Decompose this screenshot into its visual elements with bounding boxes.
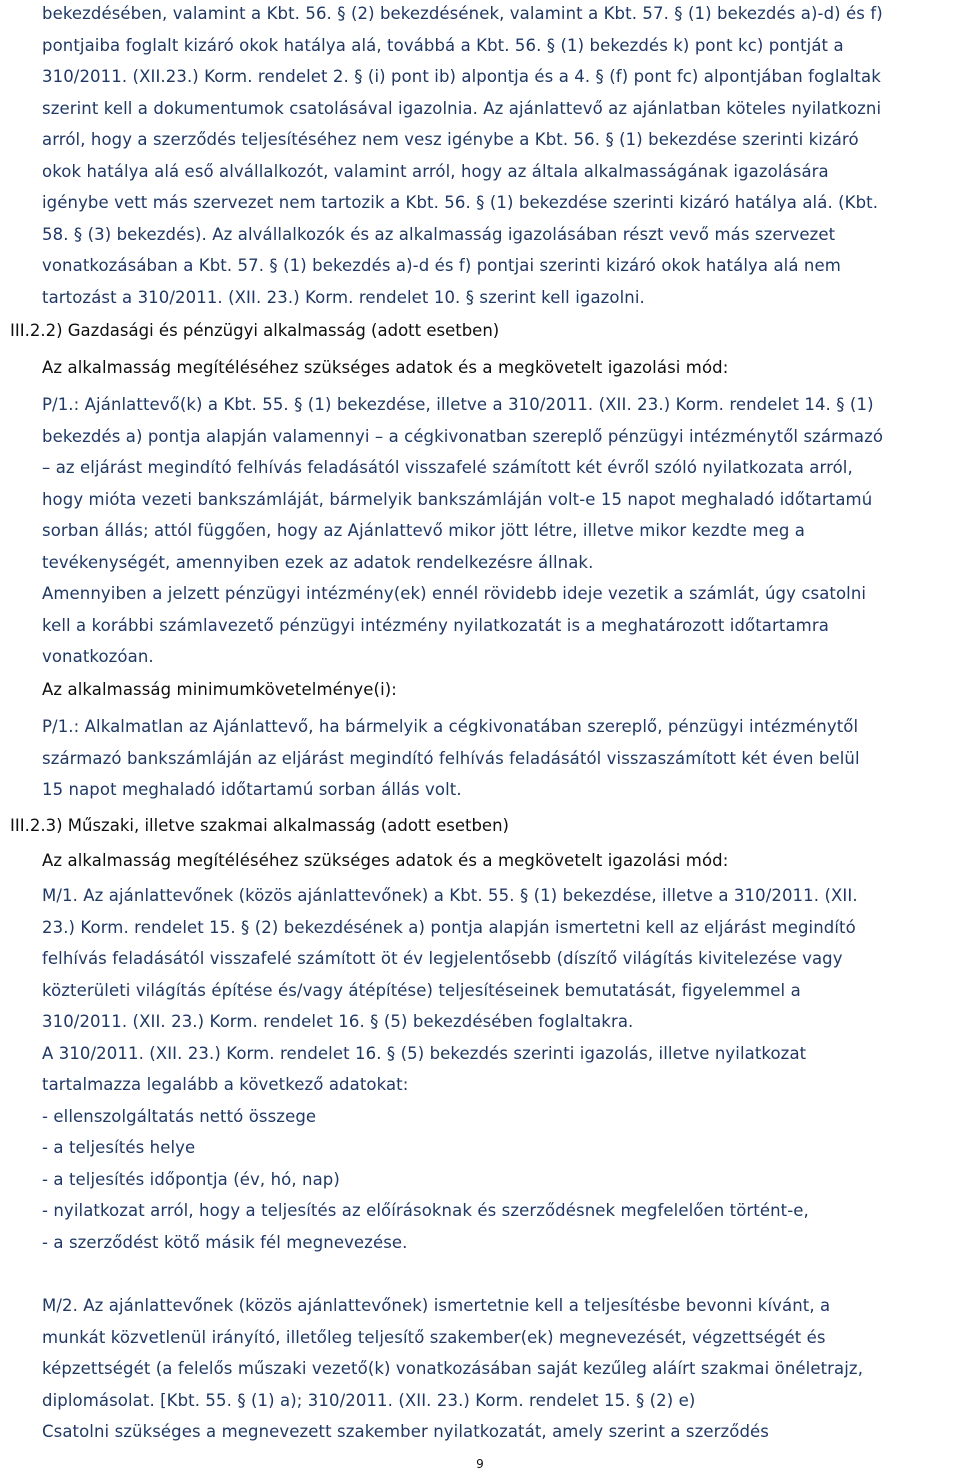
text-line: M/1. Az ajánlattevőnek (közös ajánlattevőnek) a Kbt. 55. § (1) bekezdése, illetve a 310/2011. (XII.	[42, 886, 858, 905]
text-line: vonatkozóan.	[42, 647, 154, 666]
section-heading-iii-2-2	[10, 315, 940, 347]
minimum-requirements-label	[42, 674, 942, 706]
text-line: képzettségét (a felelős műszaki vezető(k) vonatkozásában saját kezűleg aláírt szakmai önéletrajz,	[42, 1359, 864, 1378]
subheading-iii-2-3	[42, 845, 942, 877]
subheading-text: Az alkalmasság megítéléséhez szükséges adatok és a megkövetelt igazolási mód:	[42, 358, 729, 377]
list-item: - a teljesítés helye	[42, 1138, 196, 1157]
text-line: – az eljárást megindító felhívás feladásától visszafelé számított két évről szóló nyilatkozata arról,	[42, 458, 853, 477]
subheading-text: Az alkalmasság megítéléséhez szükséges adatok és a megkövetelt igazolási mód:	[42, 851, 729, 870]
m1-paragraph	[42, 880, 942, 1258]
section-heading-iii-2-3	[10, 810, 940, 842]
list-item: - ellenszolgáltatás nettó összege	[42, 1106, 317, 1126]
intro-paragraph	[42, 0, 942, 313]
text-line: M/2. Az ajánlattevőnek (közös ajánlattevőnek) ismertetnie kell a teljesítésbe bevonni kívánt, a	[42, 1296, 831, 1315]
text-line: bekezdésében, valamint a Kbt. 56. § (2) bekezdésének, valamint a Kbt. 57. § (1) bekezdés a)-d) és f)	[42, 4, 883, 23]
text-line: bekezdés a) pontja alapján valamennyi – a cégkivonatban szereplő pénzügyi intézménytől származó	[42, 426, 884, 446]
text-line: diplomásolat. [Kbt. 55. § (1) a); 310/2011. (XII. 23.) Korm. rendelet 15. § (2) e)	[42, 1390, 696, 1410]
list-item: - nyilatkozat arról, hogy a teljesítés az előírásoknak és szerződésnek megfelelően történt-e,	[42, 1201, 809, 1220]
text-line: származó bankszámláján az eljárást megindító felhívás feladásától visszaszámított két éven belül	[42, 748, 860, 768]
text-line: 23.) Korm. rendelet 15. § (2) bekezdésének a) pontja alapján ismertetni kell az eljárást megindító	[42, 917, 856, 937]
text-line: munkát közvetlenül irányító, illetőleg teljesítő szakember(ek) megnevezését, végzettségét és	[42, 1327, 826, 1347]
text-line: szerint kell a dokumentumok csatolásával igazolnia. Az ajánlattevő az ajánlatban köteles nyilatkozni	[42, 98, 882, 118]
text-line: vonatkozásában a Kbt. 57. § (1) bekezdés a)-d és f) pontjai szerinti kizáró okok hatálya alá nem	[42, 256, 841, 275]
list-item: - a szerződést kötő másik fél megnevezése.	[42, 1232, 408, 1252]
page-number: 9	[476, 1457, 484, 1471]
m2-paragraph	[42, 1290, 942, 1448]
text-line: okok hatálya alá eső alvállalkozót, valamint arról, hogy az általa alkalmasságának igazolására	[42, 161, 829, 181]
text-line: 15 napot meghaladó időtartamú sorban állás volt.	[42, 780, 462, 799]
text-line: felhívás feladásától visszafelé számított öt év legjelentősebb (díszítő világítás kivitelezése vagy	[42, 949, 843, 968]
text-line: 310/2011. (XII. 23.) Korm. rendelet 16. § (5) bekezdésében foglaltakra.	[42, 1012, 634, 1031]
text-line: P/1.: Alkalmatlan az Ajánlattevő, ha bármelyik a cégkivonatában szereplő, pénzügyi intézménytől	[42, 717, 859, 736]
text-line: Csatolni szükséges a megnevezett szakember nyilatkozatát, amely szerint a szerződés	[42, 1422, 769, 1441]
heading-text: III.2.2) Gazdasági és pénzügyi alkalmasság (adott esetben)	[10, 321, 500, 340]
text-line: tartozást a 310/2011. (XII. 23.) Korm. rendelet 10. § szerint kell igazolni.	[42, 287, 645, 307]
text-line: P/1.: Ajánlattevő(k) a Kbt. 55. § (1) bekezdése, illetve a 310/2011. (XII. 23.) Korm. rendelet 14. § (1)	[42, 395, 874, 414]
text-line: pontjaiba foglalt kizáró okok hatálya alá, továbbá a Kbt. 56. § (1) bekezdés k) pont kc) pontját a	[42, 35, 844, 55]
text-line: sorban állás; attól függően, hogy az Ajánlattevő mikor jött létre, illetve mikor kezdte meg a	[42, 521, 805, 540]
text-line: 58. § (3) bekezdés). Az alvállalkozók és az alkalmasság igazolásában részt vevő más szervezet	[42, 224, 836, 244]
text-line: Amennyiben a jelzett pénzügyi intézmény(ek) ennél rövidebb ideje vezetik a számlát, úgy csatolni	[42, 584, 867, 603]
p1-paragraph	[42, 389, 942, 673]
label-text: Az alkalmasság minimumkövetelménye(i):	[42, 680, 397, 699]
text-line: hogy mióta vezeti bankszámláját, bármelyik bankszámláján volt-e 15 napot meghaladó időtartamú	[42, 489, 873, 509]
text-line: kell a korábbi számlavezető pénzügyi intézmény nyilatkozatát is a meghatározott időtartamra	[42, 615, 829, 635]
text-line: tevékenységét, amennyiben ezek az adatok rendelkezésre állnak.	[42, 552, 594, 572]
p1-minimum-paragraph	[42, 711, 942, 806]
text-line: 310/2011. (XII.23.) Korm. rendelet 2. § (i) pont ib) alpontja és a 4. § (f) pont fc) alpontjában foglaltak	[42, 67, 881, 86]
text-line: igénybe vett más szervezet nem tartozik a Kbt. 56. § (1) bekezdése szerinti kizáró hatálya alá. (Kbt.	[42, 193, 879, 212]
text-line: tartalmazza legalább a következő adatokat:	[42, 1075, 409, 1094]
list-item: - a teljesítés időpontja (év, hó, nap)	[42, 1169, 340, 1189]
text-line: arról, hogy a szerződés teljesítéséhez nem vesz igénybe a Kbt. 56. § (1) bekezdése szerinti kizáró	[42, 130, 859, 149]
text-line: közterületi világítás építése és/vagy átépítése) teljesítéseinek bemutatását, figyelemmel a	[42, 980, 801, 1000]
text-line: A 310/2011. (XII. 23.) Korm. rendelet 16. § (5) bekezdés szerinti igazolás, illetve nyilatkozat	[42, 1043, 807, 1063]
heading-text: III.2.3) Műszaki, illetve szakmai alkalmasság (adott esetben)	[10, 816, 509, 835]
subheading-iii-2-2	[42, 352, 942, 384]
